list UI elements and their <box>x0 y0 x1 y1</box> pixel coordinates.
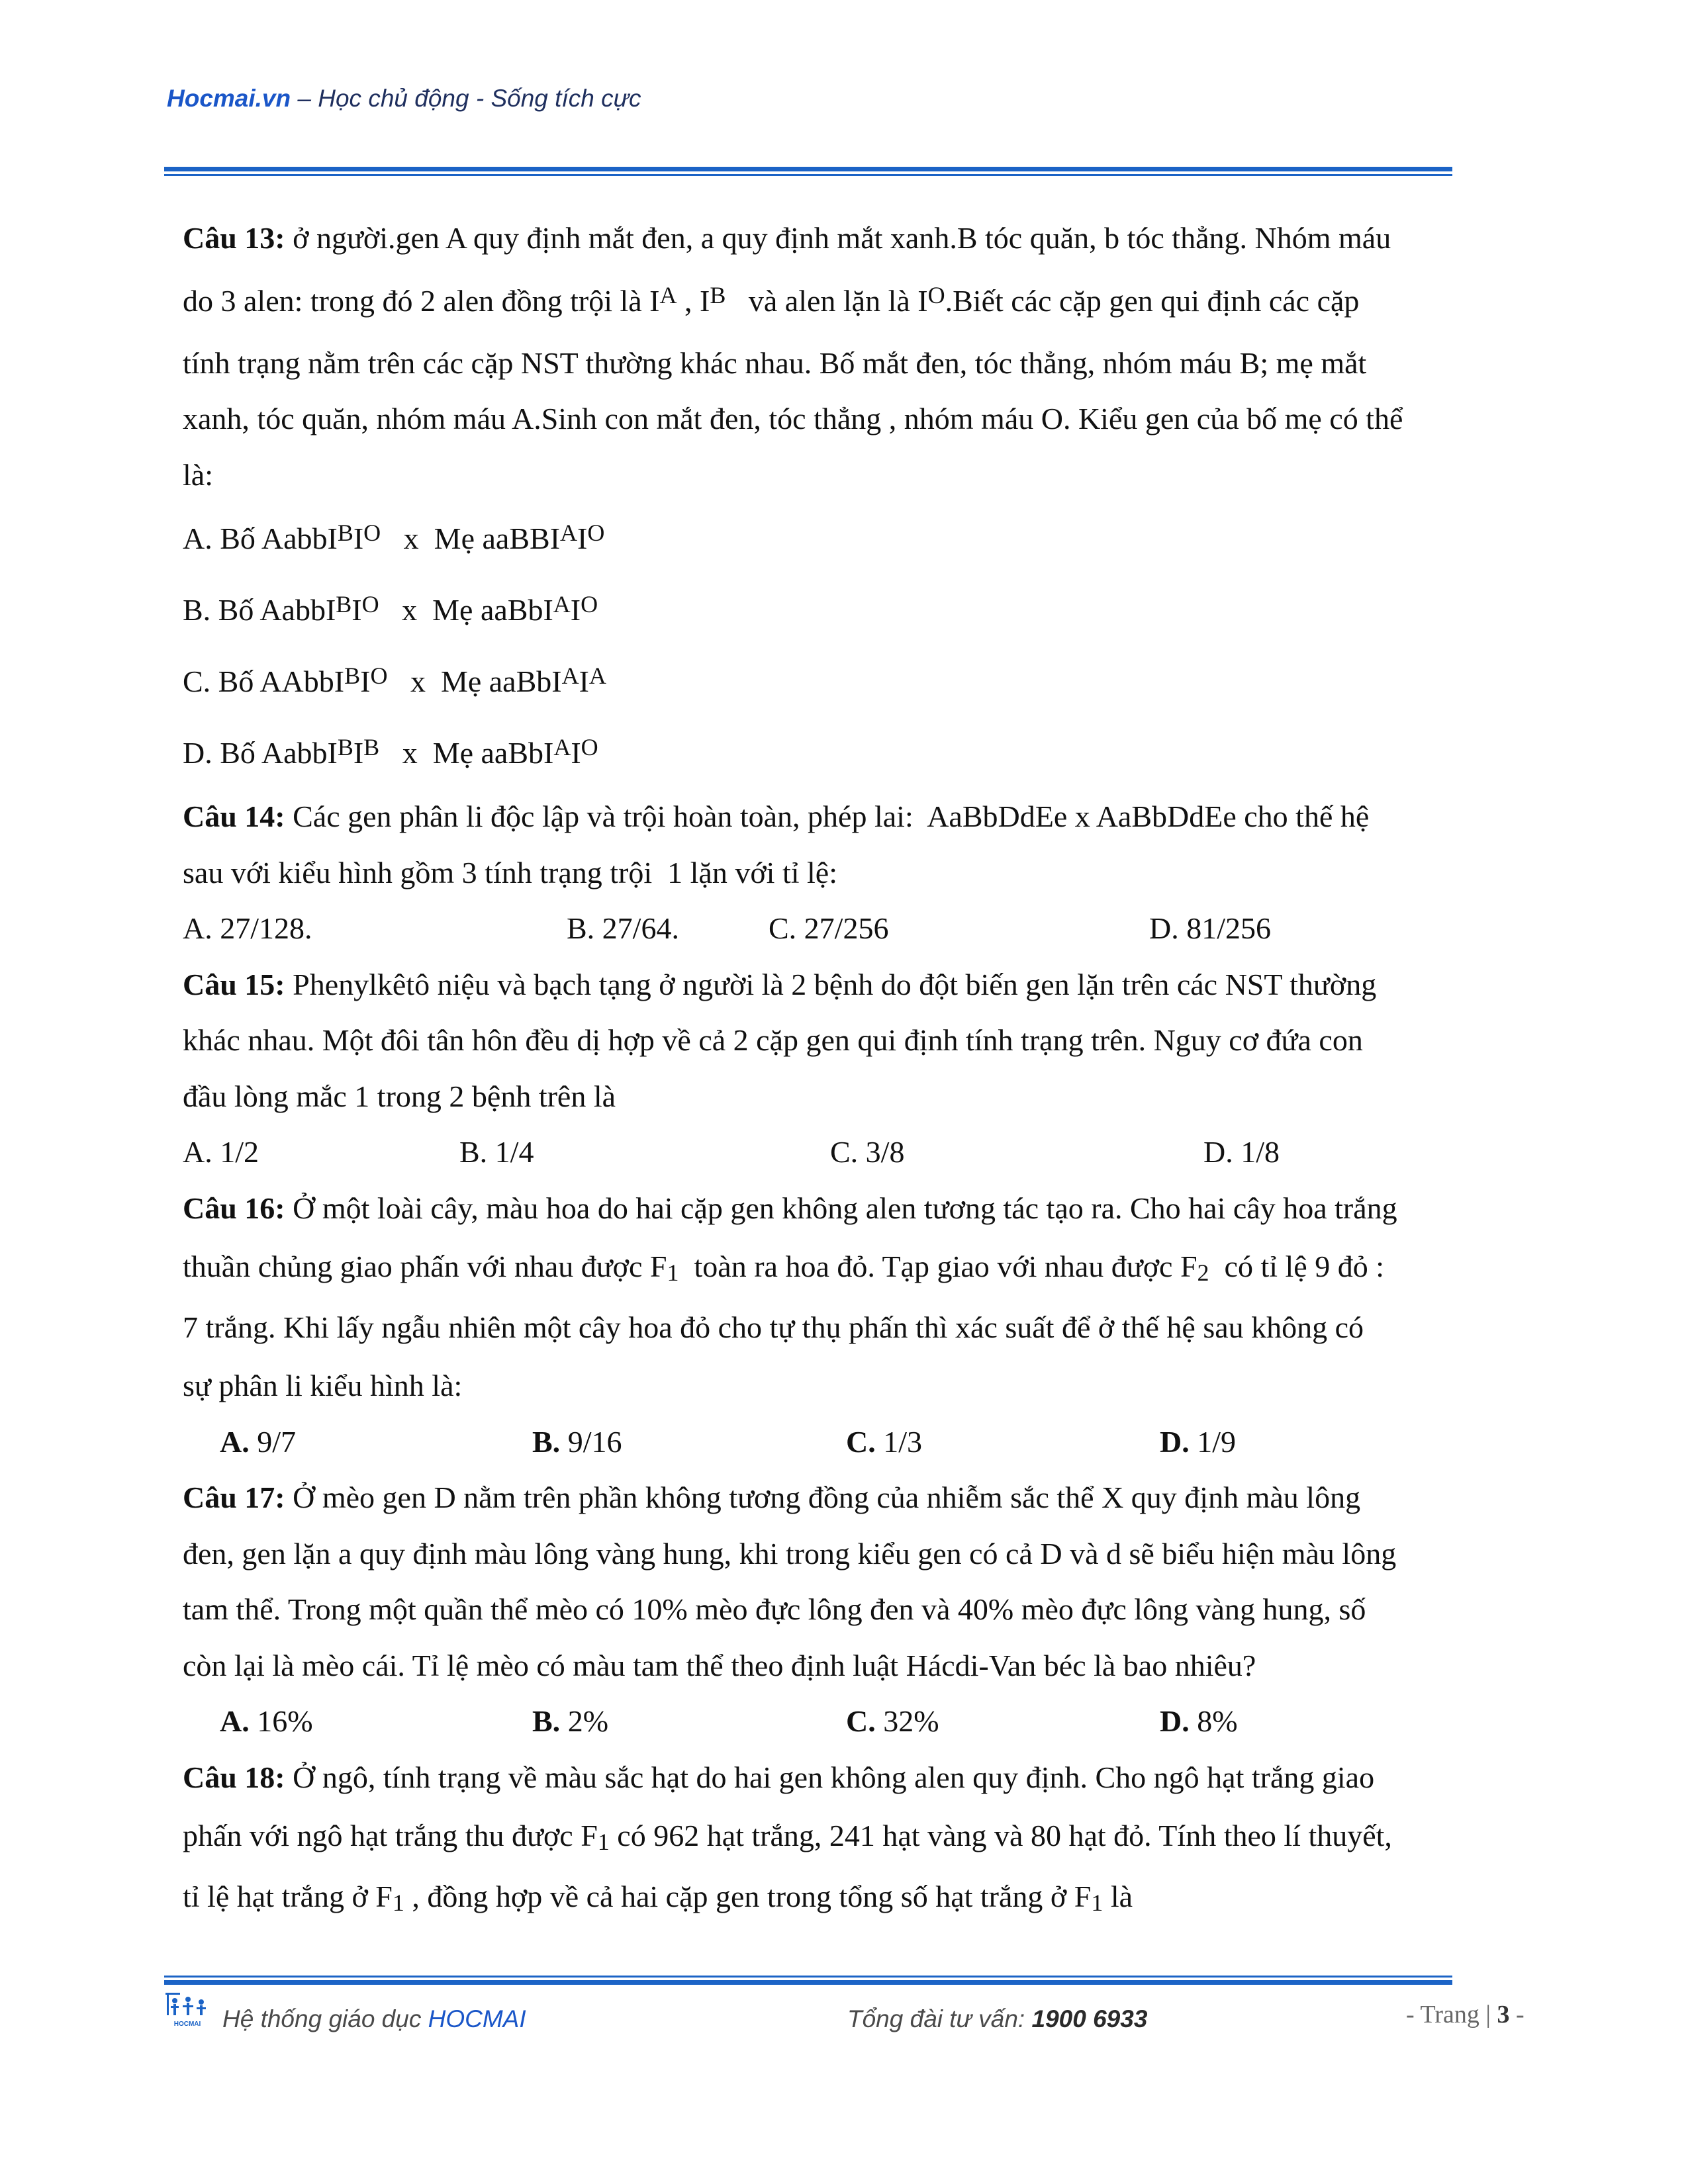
q13-opt-b-i: I <box>352 593 362 627</box>
question-13 <box>183 210 1454 789</box>
q13-sup-a: A <box>659 281 677 308</box>
q13-text-4: xanh, tóc quăn, nhóm máu A.Sinh con mắt đen, tóc thẳng , nhóm máu O. Kiểu gen của bố mẹ có thể <box>183 402 1403 435</box>
q13-opt-c-sup1: B <box>344 662 361 689</box>
hocmai-logo-icon <box>164 1989 211 2028</box>
q18-line-1 <box>183 1750 1454 1806</box>
q17-option-a-value: 16% <box>249 1704 313 1738</box>
q13-opt-b-sup4: O <box>581 591 598 617</box>
q13-opt-d-sup1: B <box>337 734 353 760</box>
q16-line-2 <box>183 1236 1454 1297</box>
q18-line-3 <box>183 1866 1454 1927</box>
q14-text-1: Các gen phân li độc lập và trội hoàn toàn, phép lai: AaBbDdEe x AaBbDdEe cho thế hệ <box>285 799 1370 833</box>
q13-opt-d-i: I <box>353 736 364 770</box>
q13-opt-d-mid: x Mẹ aaBbI <box>379 736 554 770</box>
q16-options <box>183 1414 1454 1471</box>
page-number-suffix: - <box>1509 2001 1524 2028</box>
q13-opt-a-sup3: A <box>560 520 578 546</box>
q18-text-1: Ở ngô, tính trạng về màu sắc hạt do hai gen không alen quy định. Cho ngô hạt trắng giao <box>285 1760 1375 1794</box>
q16-option-a-letter: A. <box>220 1424 250 1459</box>
q17-option-d[interactable] <box>1160 1694 1238 1750</box>
q16-line-4 <box>183 1358 1454 1414</box>
q17-line-1 <box>183 1470 1454 1526</box>
q13-opt-b-sup2: O <box>361 591 379 617</box>
q13-text-2b: , I <box>677 283 710 318</box>
q13-opt-a-text: A. Bố AabbI <box>183 522 338 555</box>
q16-line-3 <box>183 1297 1454 1358</box>
q17-line-3 <box>183 1582 1454 1638</box>
q13-option-d <box>183 717 1454 789</box>
q14-line-1 <box>183 789 1454 845</box>
footer-divider-thick <box>164 1980 1452 1985</box>
q18-text-2a: phấn với ngô hạt trắng thu được F <box>183 1819 598 1852</box>
q17-line-2 <box>183 1526 1454 1582</box>
q18-sub-3: 1 <box>1091 1889 1103 1916</box>
q15-option-d[interactable]: D. 1/8 <box>1203 1135 1280 1169</box>
q17-text-1: Ở mèo gen D nằm trên phần không tương đồng của nhiễm sắc thể X quy định màu lông <box>285 1480 1361 1514</box>
header-brand: Hocmai.vn <box>167 85 291 112</box>
question-14 <box>183 789 1454 957</box>
page-number <box>1406 2000 1524 2029</box>
q13-option-a <box>183 503 1454 574</box>
q13-text-2a: do 3 alen: trong đó 2 alen đồng trội là I <box>183 283 660 318</box>
q16-sub-2: 2 <box>1197 1259 1209 1286</box>
q13-text-5: là: <box>183 457 213 492</box>
footer-org-text: Hệ thống giáo dục <box>222 2005 428 2032</box>
q16-option-d-value: 1/9 <box>1189 1424 1237 1459</box>
q18-text-3a: tỉ lệ hạt trắng ở F <box>183 1880 393 1913</box>
q17-option-c-value: 32% <box>875 1704 939 1738</box>
q16-option-b-letter: B. <box>532 1424 561 1459</box>
q14-options <box>183 901 1454 957</box>
logo-caption: HOCMAI <box>173 2021 201 2028</box>
q13-opt-c-text: C. Bố AAbbI <box>183 664 345 698</box>
q16-text-4: sự phân li kiểu hình là: <box>183 1369 463 1402</box>
page-number-value: 3 <box>1497 2001 1510 2028</box>
q17-option-d-letter: D. <box>1160 1704 1190 1738</box>
footer-hotline-label: Tổng đài tư vấn: <box>847 2005 1032 2032</box>
q15-text-1: Phenylkêtô niệu và bạch tạng ở người là 2 bệnh do đột biến gen lặn trên các NST thường <box>285 967 1377 1001</box>
q16-text-2a: thuần chủng giao phấn với nhau được F <box>183 1250 667 1283</box>
q13-opt-b-i2: I <box>570 593 581 627</box>
q18-sub-1: 1 <box>597 1829 610 1855</box>
q16-option-a[interactable] <box>220 1414 532 1471</box>
q13-opt-b-sup1: B <box>336 591 352 617</box>
q13-opt-a-i: I <box>353 522 364 555</box>
q15-option-b[interactable]: B. 1/4 <box>459 1135 534 1169</box>
q13-opt-a-i2: I <box>577 522 588 555</box>
q16-option-b-value: 9/16 <box>560 1424 622 1459</box>
q17-option-c[interactable] <box>846 1694 1160 1750</box>
q17-option-d-value: 8% <box>1189 1704 1238 1738</box>
q18-text-3b: , đồng hợp về cả hai cặp gen trong tổng số hạt trắng ở F <box>404 1880 1092 1913</box>
q14-label: Câu 14: <box>183 799 285 833</box>
q13-opt-d-sup3: A <box>553 734 571 760</box>
q16-sub-1: 1 <box>667 1259 679 1286</box>
q13-opt-b-text: B. Bố AabbI <box>183 593 336 627</box>
q15-option-a[interactable]: A. 1/2 <box>183 1135 259 1169</box>
q13-opt-c-mid: x Mẹ aaBbI <box>387 664 562 698</box>
q13-opt-d-sup4: O <box>581 734 598 760</box>
q13-sup-b: B <box>710 281 726 308</box>
question-16 <box>183 1181 1454 1471</box>
q13-opt-a-sup2: O <box>363 520 381 546</box>
page-header <box>167 85 641 113</box>
q18-sub-2: 1 <box>392 1889 404 1916</box>
q13-sup-o: O <box>927 281 945 308</box>
q13-opt-c-sup2: O <box>370 662 388 689</box>
q15-text-2: khác nhau. Một đôi tân hôn đều dị hợp về cả 2 cặp gen qui định tính trạng trên. Nguy cơ đứa con <box>183 1023 1363 1057</box>
q13-opt-a-sup1: B <box>337 520 353 546</box>
q15-label: Câu 15: <box>183 967 285 1001</box>
q16-text-1: Ở một loài cây, màu hoa do hai cặp gen không alen tương tác tạo ra. Cho hai cây hoa trắng <box>285 1191 1397 1225</box>
q13-text-2d: .Biết các cặp gen qui định các cặp <box>945 283 1360 318</box>
q18-text-3c: là <box>1103 1880 1133 1913</box>
q17-text-4: còn lại là mèo cái. Tỉ lệ mèo có màu tam thể theo định luật Hácdi-Van béc là bao nhiêu? <box>183 1648 1256 1682</box>
header-divider-thin <box>164 174 1452 176</box>
footer-hotline-number[interactable]: 1900 6933 <box>1031 2005 1148 2032</box>
q13-option-c <box>183 646 1454 717</box>
header-tagline: – Học chủ động - Sống tích cực <box>291 85 641 112</box>
q14-line-2 <box>183 845 1454 901</box>
q13-text-2c: và alen lặn là I <box>726 283 928 318</box>
q13-opt-c-i: I <box>360 664 371 698</box>
q18-text-2b: có 962 hạt trắng, 241 hạt vàng và 80 hạt đỏ. Tính theo lí thuyết, <box>609 1819 1392 1852</box>
q16-text-2b: toàn ra hoa đỏ. Tạp giao với nhau được F <box>679 1250 1197 1283</box>
q13-text-3: tính trạng nằm trên các cặp NST thường khác nhau. Bố mắt đen, tóc thẳng, nhóm máu B; mẹ mắt <box>183 345 1367 380</box>
page-number-prefix: - Trang | <box>1406 2001 1497 2028</box>
q17-line-4 <box>183 1638 1454 1694</box>
q15-options <box>183 1124 1454 1181</box>
q16-text-2c: có tỉ lệ 9 đỏ : <box>1209 1250 1384 1283</box>
q13-opt-d-sup2: B <box>363 734 380 760</box>
q13-opt-b-sup3: A <box>553 591 571 617</box>
q13-line-2 <box>183 267 1454 336</box>
q13-line-1 <box>183 210 1454 267</box>
q15-line-1 <box>183 957 1454 1013</box>
q16-line-1 <box>183 1181 1454 1237</box>
q15-option-c[interactable]: C. 3/8 <box>830 1135 905 1169</box>
header-divider-thick <box>164 167 1452 171</box>
question-18 <box>183 1750 1454 1928</box>
q13-opt-d-i2: I <box>571 736 581 770</box>
q15-text-3: đầu lòng mắc 1 trong 2 bệnh trên là <box>183 1079 616 1113</box>
q16-option-d-letter: D. <box>1160 1424 1190 1459</box>
q16-label: Câu 16: <box>183 1191 285 1225</box>
q16-option-c-value: 1/3 <box>875 1424 923 1459</box>
q14-text-2: sau với kiểu hình gồm 3 tính trạng trội 1 lặn với tỉ lệ: <box>183 855 837 889</box>
q16-option-b[interactable] <box>532 1414 846 1471</box>
question-15 <box>183 957 1454 1181</box>
document-body <box>183 210 1454 1927</box>
q13-line-4 <box>183 391 1454 447</box>
q13-option-b <box>183 574 1454 646</box>
q17-text-3: tam thể. Trong một quần thể mèo có 10% mèo đực lông đen và 40% mèo đực lông vàng hung, số <box>183 1592 1366 1626</box>
q17-option-c-letter: C. <box>846 1704 876 1738</box>
footer-org-brand: HOCMAI <box>428 2005 526 2032</box>
q13-opt-d-text: D. Bố AabbI <box>183 736 338 770</box>
q14-option-d[interactable]: D. 81/256 <box>1149 911 1271 945</box>
q17-option-b[interactable] <box>532 1694 846 1750</box>
q16-option-c-letter: C. <box>846 1424 876 1459</box>
q16-option-d[interactable] <box>1160 1414 1236 1471</box>
q17-label: Câu 17: <box>183 1480 285 1514</box>
q13-opt-c-sup3: A <box>561 662 579 689</box>
q13-opt-c-i2: I <box>579 664 589 698</box>
q18-label: Câu 18: <box>183 1760 285 1794</box>
q14-option-a[interactable]: A. 27/128. <box>183 911 312 945</box>
q17-option-b-value: 2% <box>560 1704 609 1738</box>
footer-hotline <box>847 2005 1147 2033</box>
q13-line-3 <box>183 336 1454 392</box>
q16-option-a-value: 9/7 <box>249 1424 297 1459</box>
footer-organization <box>222 2005 526 2033</box>
q13-label: Câu 13: <box>183 221 285 255</box>
q14-option-c[interactable]: C. 27/256 <box>769 911 889 945</box>
q17-option-b-letter: B. <box>532 1704 561 1738</box>
q17-option-a[interactable] <box>220 1694 532 1750</box>
q16-option-c[interactable] <box>846 1414 1160 1471</box>
q17-text-2: đen, gen lặn a quy định màu lông vàng hung, khi trong kiểu gen có cả D và d sẽ biểu hiện màu lông <box>183 1536 1397 1570</box>
q13-text-1: ở người.gen A quy định mắt đen, a quy định mắt xanh.B tóc quăn, b tóc thẳng. Nhóm máu <box>285 221 1391 255</box>
q18-line-2 <box>183 1805 1454 1866</box>
q16-text-3: 7 trắng. Khi lấy ngẫu nhiên một cây hoa đỏ cho tự thụ phấn thì xác suất để ở thế hệ sau không có <box>183 1310 1364 1344</box>
q14-option-b[interactable]: B. 27/64. <box>567 911 679 945</box>
q15-line-2 <box>183 1013 1454 1069</box>
q15-line-3 <box>183 1069 1454 1125</box>
footer-divider-thin <box>164 1976 1452 1978</box>
question-17 <box>183 1470 1454 1750</box>
q17-option-a-letter: A. <box>220 1704 250 1738</box>
q13-opt-c-sup4: A <box>588 662 606 689</box>
q13-opt-a-sup4: O <box>587 520 605 546</box>
q13-line-5 <box>183 447 1454 504</box>
q13-opt-b-mid: x Mẹ aaBbI <box>379 593 553 627</box>
q13-opt-a-mid: x Mẹ aaBBI <box>381 522 561 555</box>
q17-options <box>183 1694 1454 1750</box>
